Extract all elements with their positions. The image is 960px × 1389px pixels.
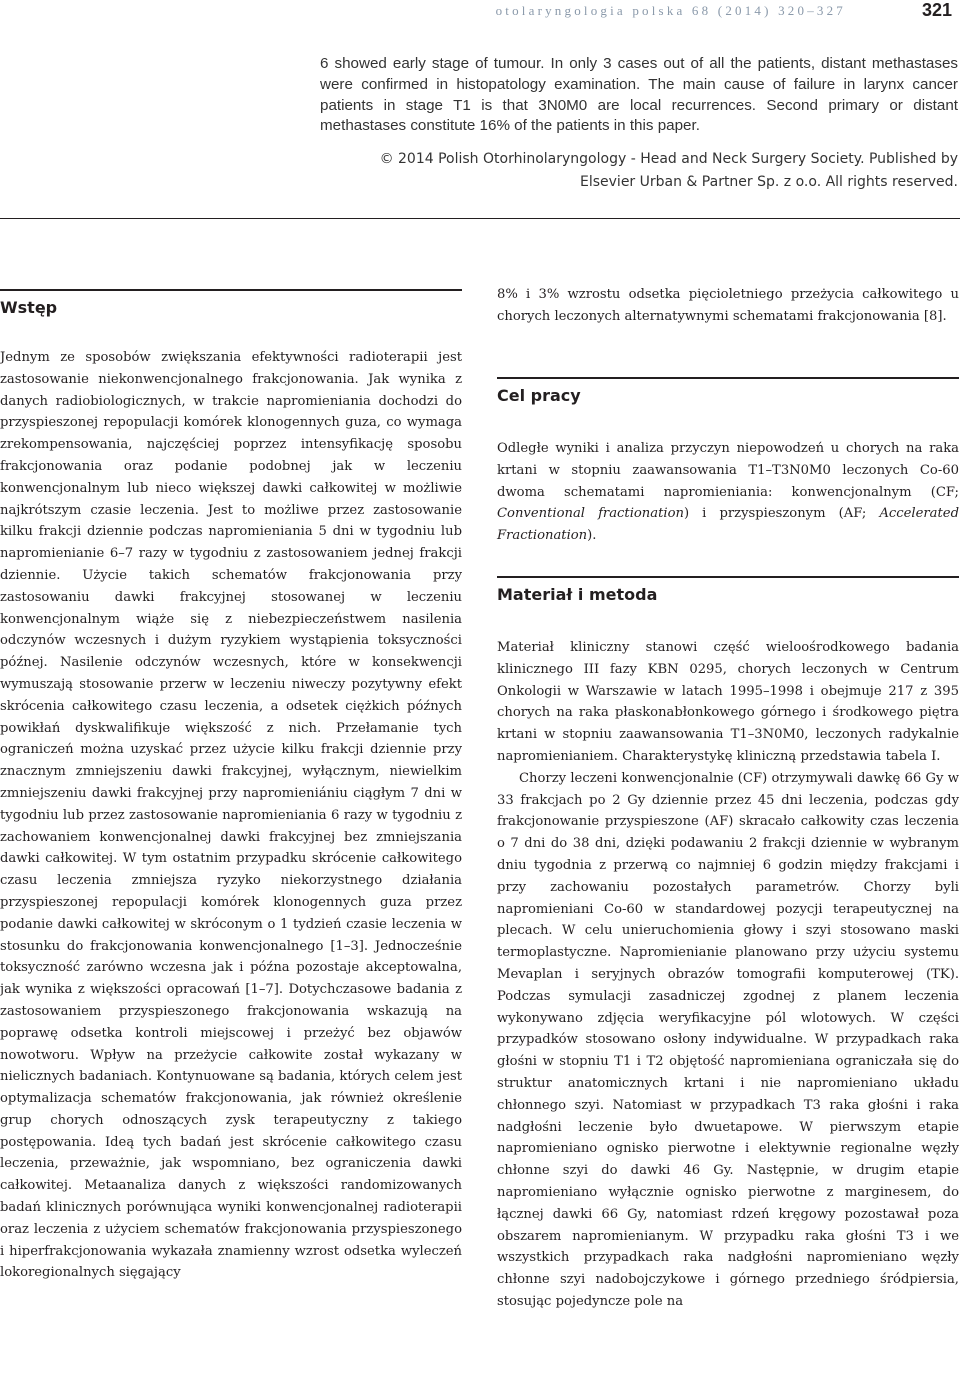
section-divider — [0, 218, 960, 219]
heading-wstep: Wstęp — [0, 298, 58, 317]
material-paragraph-2: Chorzy leczeni konwencjonalnie (CF) otrzymywali dawkę 66 Gy w 33 frakcjach po 2 Gy dziennie przez 45 dni leczenia, podczas gdy frakcjonowanie przyspieszone (AF) skracało całkowity czas leczenia o 7 dni do 38 dni, dzięki podawaniu 2 frakcji dziennie w wybranym dniu tygodnia z przerwą co najmniej 6 godzin między frakcjami i przy zachowaniu pozostałych parametrów. Chorzy byli napromieniani Co-60 w standardowej pozycji terapeutycznej na plecach. W celu unieruchomienia głowy i szyi stosowano maski termoplastyczne. Napromienianie planowano przy użyciu systemu Mevaplan i seryjnych obrazów tomografii komputerowej (TK). Podczas symulacji zasadniczej zgodnej z planem leczenia wykonywano zdjęcia weryfikacyjne pól wlotowych. W części przypadków stosowano osłony indywidualne. W przypadkach raka głośni w stopniu T1 i T2 objętość napromieniana ograniczała się do struktur anatomicznych krtani i nie napromieniano układu chłonnego szyi. Natomiast w przypadkach T3 raka głośni i raka nadgłośni leczenie było dwuetapowe. W pierwszym etapie napromieniano ognisko pierwotne i elektywnie regionalne węzły chłonne szyi do dawki 46 Gy. Następnie, w drugim etapie napromieniano wyłącznie ognisko pierwotne z marginesem, do łącznej dawki 66 Gy, natomiast rdzeń kręgowy pozostawał poza obszarem napromienianym. W przypadku raka głośni T3 i we wszystkich przypadkach raka nadgłośni napromieniano węzły chłonne szyi nadobojczykowe i górnego przedniego śródpiersia, stosując pojedyncze pole na — [497, 770, 959, 1309]
cel-paragraph — [497, 438, 959, 547]
section-rule-material — [497, 576, 959, 578]
copyright-notice: © 2014 Polish Otorhinolaryngology - Head and Neck Surgery Society. Published by Elsevier Urban & Partner Sp. z o.o. All rights reserved. — [379, 151, 958, 190]
section-rule-wstep — [0, 289, 462, 291]
abstract-text: 6 showed early stage of tumour. In only 3 cases out of all the patients, distant methastases were confirmed in histopatology examination. The main cause of failure in larynx cancer patients in stage T1 is that 3N0M0 are local recurrences. Second primary or distant methastases constitute 16% of the patients in this paper. — [320, 55, 958, 135]
page-header — [0, 0, 960, 24]
abstract-english — [320, 54, 960, 137]
wstep-body — [0, 347, 462, 1284]
cel-text-end: ). — [587, 528, 597, 544]
cel-text-start: Odległe wyniki i analiza przyczyn niepowodzeń u chorych na raka krtani w stopniu zaawansowania T1–T3N0M0 leczonych Co-60 dwoma schematami napromieniania: konwencjonalnym (CF; — [497, 441, 959, 500]
cel-term-cf: Conventional fractionation — [497, 506, 684, 522]
wstep-paragraph: Jednym ze sposobów zwiększania efektywności radioterapii jest zastosowanie niekonwencjonalnego frakcjonowania. Jak wynika z danych radiobiologicznych, w trakcie napromieniania dochodzi do przyspieszonej repopulacji komórek klonogennych guza, co wymaga zrekompensowania, najczęściej poprzez intensyfikację sposobu frakcjonowania oraz podanie podobnej jak w leczeniu konwencjonalnym lub nieco większej dawki całkowitej w możliwie najkrótszym czasie leczenia. Jest to możliwe przez zastosowanie kilku frakcji dziennie podczas napromieniania 5 dni w tygodniu lub napromienianie 6–7 razy w tygodniu z zastosowaniem jednej frakcji dziennie. Użycie takich schematów frakcjonowania przy zastosowaniu dawki frakcyjnej stosowanej w leczeniu konwencjonalnym wiąże się z niebezpieczeństwem nasilenia odczynów wczesnych i dużym ryzykiem wystąpienia toksyczności późnej. Nasilenie odczynów wczesnych, które w konsekwencji wymuszają stosowanie przerw w leczeniu niweczy pozytywny efekt skrócenia całkowitego czasu leczenia, a odsetek ciężkich późnych powikłań dyskwalifikuje większość z nich. Przełamanie tych ograniczeń można uzyskać przez użycie kilku frakcji dziennie przy znacznym zmniejszeniu dawki frakcyjnej, wyłącznym, niewielkim zmniejszeniu dawki frakcyjnej przy napromieniániu ciągłym 7 dni w tygodniu lub przez zastosowanie napromieniania 6 razy w tygodniu z zachowaniem konwencjonalnej dawki frakcyjnej bez zmniejszania dawki całkowitej. W tym ostatnim przypadku skrócenie całkowitego czasu leczenia zmniejsza ryzyko niekorzystnego działania przyspieszonej repopulacji komórek klonogennych guza przez podanie dawki całkowitej w skróconym o 1 tydzień czasie leczenia w stosunku do frakcjonowania konwencjonalnego [1–3]. Jednocześnie toksyczność zarówno wczesna jak i późna pozostaje akceptowalna, jak wynika z większości opracowań [1–7]. Dotychczasowe badania z zastosowaniem przyspieszonego frakcjonowania wskazują na poprawę odsetka kontroli miejscowej i przeżyć bez objawów nowotworu. Wpływ na przeżycie całkowite został wykazany w nielicznych badaniach. Kontynuowane są badania, których celem jest optymalizacja schematów frakcjonowania, jak również określenie grup chorych odnoszących zysk terapeutyczny z takiego postępowania. Ideą tych badań jest skrócenie całkowitego czasu leczenia, przeważnie, jak wspomniano, bez ograniczenia dawki całkowitej. Metaanaliza danych z większości randomizowanych badań klinicznych porównująca wyniki konwencjonalnej radioterapii oraz leczenia z użyciem schematów frakcjonowania przyspieszonego i hiperfrakcjonowania wykazała znamienny wzrost odsetka wyleczeń lokoregionalnych sięgający — [0, 350, 462, 1281]
section-rule-cel — [497, 377, 959, 379]
material-paragraph-1: Materiał kliniczny stanowi część wieloośrodkowego badania klinicznego III fazy KBN 0295, chorych leczonych w Centrum Onkologii w Warszawie w latach 1995–1998 i obejmuje 217 z 395 chorych na raka płaskonabłonkowego górnego i środkowego piętra krtani w stopniu zaawansowania T1–3N0M0, leczonych radykalnie napromienianiem. Charakterystykę kliniczną przedstawia tabela I. — [497, 640, 959, 764]
cel-text-mid: ) i przyspieszonym (AF; — [683, 506, 880, 522]
wstep-continued-paragraph: 8% i 3% wzrostu odsetka pięcioletniego przeżycia całkowitego u chorych leczonych alternatywnymi schematami frakcjonowania [8]. — [497, 287, 959, 324]
heading-cel-pracy: Cel pracy — [497, 386, 581, 405]
heading-material-metoda: Materiał i metoda — [497, 585, 658, 604]
material-body — [497, 637, 959, 1313]
journal-running-title: otolaryngologia polska 68 (2014) 320–327 — [495, 3, 846, 18]
cel-body — [497, 438, 959, 547]
page-number: 321 — [921, 0, 952, 20]
cel-term-af: Accelerated Fractionation — [497, 506, 959, 544]
wstep-continued — [497, 284, 959, 328]
